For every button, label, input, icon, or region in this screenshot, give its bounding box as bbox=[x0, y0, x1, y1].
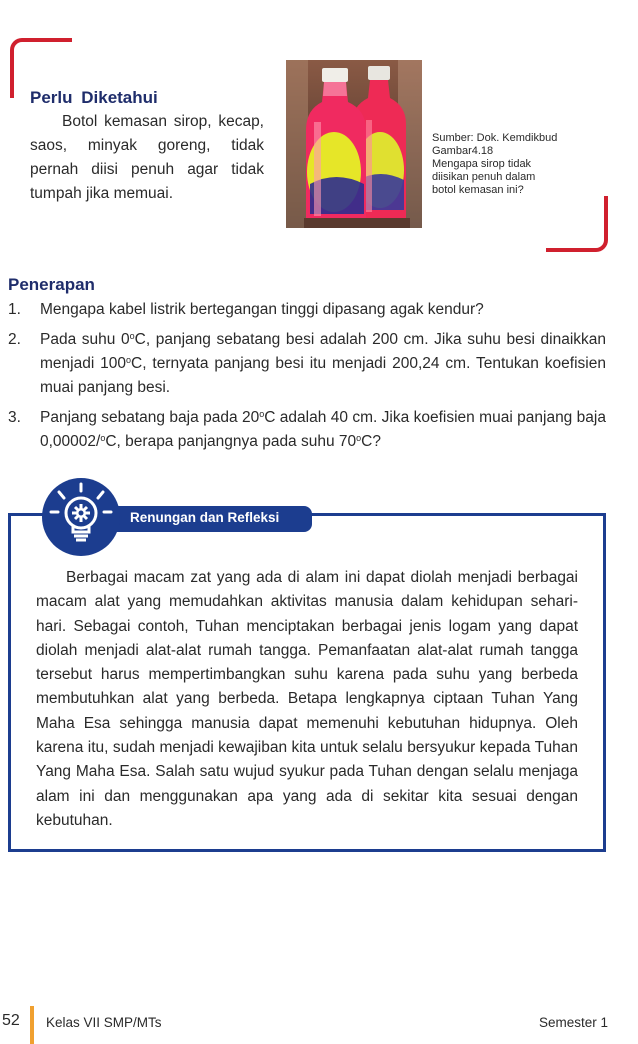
question-text: Mengapa kabel listrik bertegangan tinggi dipasang agak kendur? bbox=[40, 301, 484, 318]
question-text: Pada suhu 0$^o$C, panjang sebatang besi adalah 200 cm. Jika suhu besi dinaikkan menjadi 100$^o$C, ternyata panjang besi itu menjadi 200,24 cm. Tentukan koefisien muai panjang besi. bbox=[40, 331, 607, 396]
question-item bbox=[8, 298, 606, 322]
syrup-bottles-photo bbox=[286, 60, 422, 228]
question-item bbox=[8, 328, 606, 400]
footer-book-title: Kelas VII SMP/MTs bbox=[46, 1015, 162, 1030]
box-corner-bottom-right bbox=[546, 196, 608, 252]
renungan-text: Berbagai macam zat yang ada di alam ini dapat diolah menjadi berbagai macam alat yang memudahkan aktivitas manusia dalam kehidupan sehari-hari. Sebagai contoh, Tuhan menciptakan berbagai jenis logam yang dapat diolah menjadi alat-alat rumah tangga. Pemanfaatan alat-alat rumah tangga tersebut harus mempertimbangkan suhu karena pada suhu yang berbeda membutuhkan alat yang berbeda. Betapa lengkapnya ciptaan Tuhan Yang Maha Esa sehingga manusia dapat memenuhi kebutuhan hidupnya. Oleh karena itu, sudah menjadi kewajiban kita untuk selalu bersyukur kepada Tuhan Yang Maha Esa. Salah satu wujud syukur pada Tuhan dengan selalu menjaga alam ini dan menggunakan apa yang ada di sekitar kita sesuai dengan kebutuhan. bbox=[36, 569, 578, 829]
syrup-bottles-illustration bbox=[286, 60, 422, 228]
question-number: 1. bbox=[8, 301, 21, 318]
footer-semester: Semester 1 bbox=[538, 1015, 608, 1030]
question-number: 2. bbox=[8, 331, 21, 348]
perlu-diketahui-title: Perlu Diketahui bbox=[30, 88, 158, 107]
perlu-diketahui-body bbox=[30, 110, 264, 206]
penerapan-title: Penerapan bbox=[8, 275, 95, 294]
renungan-label: Renungan dan Refleksi bbox=[130, 510, 280, 525]
perlu-diketahui-text: Botol kemasan sirop, kecap, saos, minyak goreng, tidak pernah diisi penuh agar tidak tumpah jika memuai. bbox=[30, 113, 264, 202]
question-number: 3. bbox=[8, 409, 21, 426]
question-item bbox=[8, 406, 606, 454]
renungan-body bbox=[36, 566, 578, 833]
figure-caption bbox=[432, 132, 562, 197]
figure-source: Sumber: Dok. Kemdikbud bbox=[432, 132, 558, 144]
figure-label: Gambar4.18 bbox=[432, 145, 494, 157]
lightbulb-gear-icon bbox=[42, 478, 120, 556]
footer-divider bbox=[30, 1006, 34, 1044]
page-number: 52 bbox=[2, 1012, 20, 1029]
figure-caption-text: Mengapa sirop tidak diisikan penuh dalam botol kemasan ini? bbox=[432, 158, 536, 196]
question-text: Panjang sebatang baja pada 20$^o$C adalah 40 cm. Jika koefisien muai panjang baja 0,00002/$^o$C, berapa panjangnya pada suhu 70$^o$C? bbox=[40, 409, 606, 450]
